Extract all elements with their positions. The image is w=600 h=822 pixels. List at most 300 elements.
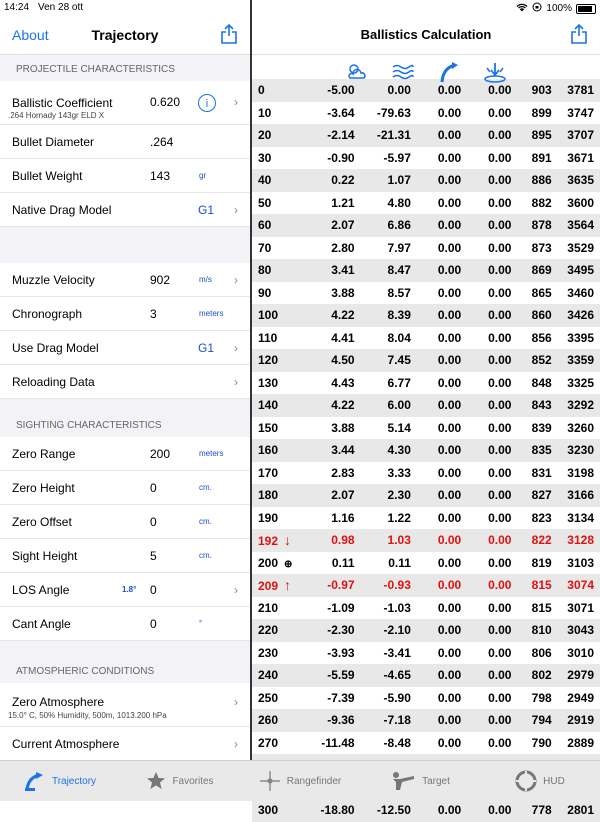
- range-cell: 130: [258, 375, 279, 390]
- zero-height-unit: cm.: [199, 483, 212, 492]
- row-zero-height[interactable]: [0, 471, 250, 505]
- range-cell: 110: [258, 330, 278, 345]
- value-cell: 0.00: [437, 510, 462, 525]
- native-drag-label: Native Drag Model: [12, 203, 112, 217]
- value-cell: 2949: [567, 690, 594, 705]
- status-date: Ven 28 ott: [38, 2, 84, 13]
- value-cell: 0.00: [488, 600, 512, 615]
- value-cell: 0.00: [488, 420, 512, 435]
- value-cell: 0.00: [437, 465, 462, 480]
- table-row: [252, 709, 600, 732]
- range-cell: 40: [258, 173, 272, 188]
- value-cell: 0.11: [331, 555, 355, 570]
- chevron-right-icon: ›: [234, 375, 238, 389]
- section-gap: [0, 227, 250, 263]
- range-cell: 190: [258, 510, 279, 525]
- range-cell: 220: [258, 623, 279, 638]
- table-row: [252, 619, 600, 642]
- value-cell: 3.33: [387, 465, 411, 480]
- value-cell: 3495: [567, 263, 594, 278]
- value-cell: 1.21: [331, 195, 355, 210]
- table-row: [252, 394, 600, 417]
- zero-atmos-sub: 15.0° C, 50% Humidity, 500m, 1013.200 hPa: [8, 711, 167, 720]
- value-cell: 0.00: [488, 510, 512, 525]
- current-atmos-label: Current Atmosphere: [12, 737, 120, 751]
- tab-favorites[interactable]: [120, 761, 240, 801]
- zero-offset-label: Zero Offset: [12, 515, 72, 529]
- value-cell: 891: [531, 150, 552, 165]
- los-label: LOS Angle: [12, 583, 70, 597]
- value-cell: 856: [531, 330, 552, 345]
- value-cell: 3198: [567, 465, 594, 480]
- sight-height-label: Sight Height: [12, 549, 78, 563]
- range-cell: 100: [258, 308, 279, 323]
- value-cell: 4.50: [331, 353, 355, 368]
- zero-atmos-label: Zero Atmosphere: [12, 695, 105, 709]
- value-cell: 3707: [567, 128, 594, 143]
- bc-value[interactable]: 0.620: [150, 95, 181, 109]
- muzzle-label: Muzzle Velocity: [12, 273, 95, 287]
- range-cell: 20: [258, 128, 272, 143]
- row-use-drag-model[interactable]: [0, 331, 250, 365]
- value-cell: 3600: [567, 195, 594, 210]
- sight-height-value[interactable]: 5: [150, 549, 157, 563]
- value-cell: 798: [531, 690, 552, 705]
- value-cell: 1.03: [387, 533, 411, 548]
- value-cell: 3292: [567, 398, 594, 413]
- status-time: 14:24: [4, 2, 30, 13]
- value-cell: 1.16: [331, 510, 355, 525]
- value-cell: 794: [531, 713, 552, 728]
- value-cell: 852: [531, 353, 552, 368]
- table-row: [252, 687, 600, 710]
- chevron-right-icon: ›: [234, 203, 238, 217]
- value-cell: -5.59: [327, 668, 355, 683]
- range-cell: 240: [258, 668, 279, 683]
- range-cell: 80: [258, 263, 272, 278]
- chevron-right-icon: ›: [234, 273, 238, 287]
- value-cell: 0.00: [488, 443, 512, 458]
- range-cell: 260: [258, 713, 279, 728]
- value-cell: 0.00: [437, 735, 462, 750]
- value-cell: 882: [531, 195, 552, 210]
- value-cell: 0.00: [488, 83, 512, 98]
- value-cell: -3.93: [327, 645, 355, 660]
- value-cell: 0.00: [488, 308, 512, 323]
- row-ballistic-coefficient[interactable]: [0, 81, 250, 125]
- value-cell: 2.30: [387, 488, 411, 503]
- value-cell: -1.03: [383, 600, 411, 615]
- table-row: [252, 169, 600, 192]
- value-cell: 0.00: [437, 353, 462, 368]
- table-row: [252, 147, 600, 170]
- section-atmos: ATMOSPHERIC CONDITIONS: [0, 641, 250, 683]
- row-los-angle[interactable]: [0, 573, 250, 607]
- table-row: [252, 237, 600, 260]
- left-title: Trajectory: [91, 27, 159, 43]
- target-shooter-icon: [390, 771, 416, 791]
- value-cell: 4.43: [331, 375, 355, 390]
- table-row: [252, 327, 600, 350]
- value-cell: 3426: [567, 308, 594, 323]
- row-bullet-diameter[interactable]: [0, 125, 250, 159]
- value-cell: -18.80: [320, 803, 355, 818]
- chevron-right-icon: ›: [234, 583, 238, 597]
- value-cell: 0.00: [437, 623, 462, 638]
- tab-rangefinder[interactable]: [240, 761, 360, 801]
- value-cell: 2979: [567, 668, 594, 683]
- value-cell: 0.00: [488, 465, 512, 480]
- value-cell: -0.90: [327, 150, 355, 165]
- value-cell: 0.00: [488, 173, 512, 188]
- battery-icon: [576, 4, 596, 14]
- right-nav-bar: [252, 16, 600, 55]
- diameter-label: Bullet Diameter: [12, 135, 95, 149]
- value-cell: 0.00: [488, 488, 512, 503]
- section-projectile: PROJECTILE CHARACTERISTICS: [0, 55, 250, 81]
- value-cell: 886: [531, 173, 552, 188]
- value-cell: 7.97: [387, 240, 411, 255]
- orientation-lock-icon: [532, 2, 542, 15]
- value-cell: 0.00: [437, 488, 462, 503]
- value-cell: 3460: [567, 285, 594, 300]
- value-cell: 860: [531, 308, 552, 323]
- range-cell: 140: [258, 398, 279, 413]
- range-cell: 192 ↓: [258, 532, 292, 549]
- value-cell: 8.39: [387, 308, 411, 323]
- share-icon[interactable]: [220, 24, 238, 44]
- tab-label: Favorites: [172, 775, 214, 787]
- table-row: [252, 799, 600, 822]
- value-cell: 8.47: [387, 263, 411, 278]
- arrow-down-icon: ↓: [284, 532, 292, 549]
- right-title: Ballistics Calculation: [360, 27, 492, 42]
- value-cell: -21.31: [376, 128, 411, 143]
- value-cell: 0.00: [437, 713, 462, 728]
- value-cell: 0.98: [331, 533, 355, 548]
- value-cell: 3260: [567, 420, 594, 435]
- range-cell: 209 ↑: [258, 577, 292, 594]
- rangefinder-icon: [259, 770, 281, 792]
- status-bar: [0, 0, 600, 16]
- row-zero-atmosphere[interactable]: [0, 683, 250, 727]
- los-extra: 1.8°: [122, 585, 137, 594]
- left-pane: [0, 16, 250, 760]
- value-cell: 3.88: [331, 285, 355, 300]
- value-cell: 0.00: [437, 105, 462, 120]
- value-cell: 0.00: [488, 285, 512, 300]
- value-cell: 2.83: [331, 465, 355, 480]
- row-zero-offset[interactable]: [0, 505, 250, 539]
- value-cell: 3325: [567, 375, 594, 390]
- muzzle-value[interactable]: 902: [150, 273, 171, 287]
- value-cell: 3359: [567, 353, 594, 368]
- native-drag-value: G1: [198, 203, 215, 217]
- table-row: [252, 192, 600, 215]
- muzzle-unit: m/s: [199, 275, 212, 284]
- value-cell: 0.00: [437, 308, 462, 323]
- value-cell: 1.22: [387, 510, 411, 525]
- value-cell: -2.10: [383, 623, 411, 638]
- table-row: [252, 664, 600, 687]
- value-cell: 0.00: [437, 555, 462, 570]
- table-row: [252, 597, 600, 620]
- value-cell: -12.50: [376, 803, 411, 818]
- battery-percent: 100%: [546, 3, 572, 14]
- zero-offset-unit: cm.: [199, 517, 212, 526]
- value-cell: 835: [531, 443, 552, 458]
- value-cell: 0.00: [488, 195, 512, 210]
- row-current-atmosphere[interactable]: [0, 727, 250, 761]
- value-cell: 0.00: [488, 668, 512, 683]
- table-row: [252, 259, 600, 282]
- value-cell: 839: [531, 420, 552, 435]
- table-row: [252, 79, 600, 102]
- value-cell: 0.00: [437, 645, 462, 660]
- row-native-drag-model[interactable]: [0, 193, 250, 227]
- value-cell: 0.00: [488, 150, 512, 165]
- value-cell: -9.36: [327, 713, 355, 728]
- value-cell: -11.48: [321, 735, 355, 750]
- weight-value[interactable]: 143: [150, 169, 171, 183]
- value-cell: -5.97: [383, 150, 411, 165]
- value-cell: -5.00: [327, 83, 355, 98]
- zero-height-value[interactable]: 0: [150, 481, 157, 495]
- value-cell: 806: [531, 645, 552, 660]
- value-cell: -3.41: [383, 645, 411, 660]
- section-sighting: SIGHTING CHARACTERISTICS: [0, 399, 250, 437]
- value-cell: 878: [531, 218, 552, 233]
- range-cell: 10: [258, 105, 272, 120]
- value-cell: 2.07: [331, 218, 355, 233]
- range-cell: 30: [258, 150, 272, 165]
- zero-marker-icon: ⊕: [284, 558, 293, 570]
- value-cell: -7.39: [327, 690, 355, 705]
- value-cell: 815: [531, 600, 552, 615]
- chevron-right-icon: ›: [234, 341, 238, 355]
- range-cell: 300: [258, 803, 279, 818]
- value-cell: 3635: [567, 173, 594, 188]
- table-row: [252, 484, 600, 507]
- value-cell: 3671: [567, 150, 594, 165]
- value-cell: 0.22: [331, 173, 355, 188]
- value-cell: 3134: [567, 510, 594, 525]
- value-cell: 2.80: [331, 240, 355, 255]
- tab-label: Rangefinder: [286, 775, 342, 787]
- row-zero-range[interactable]: [0, 437, 250, 471]
- value-cell: 0.00: [488, 330, 512, 345]
- range-cell: 180: [258, 488, 279, 503]
- table-row: [252, 304, 600, 327]
- value-cell: 0.00: [437, 690, 462, 705]
- row-reloading-data[interactable]: [0, 365, 250, 399]
- zero-range-label: Zero Range: [12, 447, 76, 461]
- star-icon: [146, 771, 166, 791]
- value-cell: 2801: [567, 803, 594, 818]
- value-cell: 0.00: [437, 330, 462, 345]
- chevron-right-icon: ›: [234, 95, 238, 109]
- zero-range-value[interactable]: 200: [150, 447, 171, 461]
- value-cell: 815: [531, 578, 552, 593]
- cant-value[interactable]: 0: [150, 617, 157, 631]
- value-cell: 0.00: [437, 803, 462, 818]
- value-cell: -4.65: [383, 668, 411, 683]
- value-cell: 0.00: [488, 735, 512, 750]
- value-cell: 0.00: [488, 645, 512, 660]
- value-cell: 0.00: [488, 398, 512, 413]
- value-cell: 0.00: [437, 173, 462, 188]
- table-row: [252, 552, 600, 575]
- impact-icon[interactable]: [483, 60, 507, 84]
- value-cell: 3529: [567, 240, 594, 255]
- zero-height-label: Zero Height: [12, 481, 75, 495]
- bc-sub: .264 Hornady 143gr ELD X: [8, 111, 105, 120]
- value-cell: 8.57: [387, 285, 411, 300]
- value-cell: 3230: [567, 443, 594, 458]
- los-value[interactable]: 0: [150, 583, 157, 597]
- chrono-value[interactable]: 3: [150, 307, 157, 321]
- value-cell: 0.00: [488, 623, 512, 638]
- value-cell: -0.93: [383, 578, 411, 593]
- weight-label: Bullet Weight: [12, 169, 83, 183]
- value-cell: 4.22: [331, 398, 355, 413]
- chrono-unit: meters: [199, 309, 224, 318]
- table-row: [252, 732, 600, 755]
- value-cell: 873: [531, 240, 552, 255]
- tab-label: Trajectory: [51, 775, 97, 787]
- table-row: [252, 282, 600, 305]
- value-cell: 3564: [567, 218, 594, 233]
- value-cell: 0.00: [437, 195, 462, 210]
- bc-label: Ballistic Coefficient: [12, 96, 113, 110]
- value-cell: 0.00: [488, 263, 512, 278]
- row-chronograph[interactable]: [0, 297, 250, 331]
- reloading-label: Reloading Data: [12, 375, 95, 389]
- value-cell: 0.00: [437, 218, 462, 233]
- chevron-right-icon: ›: [234, 737, 238, 751]
- hud-icon: [515, 770, 537, 792]
- value-cell: 0.00: [488, 533, 512, 548]
- value-cell: 3.41: [331, 263, 355, 278]
- value-cell: 3781: [567, 83, 594, 98]
- value-cell: 6.77: [387, 375, 411, 390]
- about-button[interactable]: About: [12, 27, 49, 43]
- value-cell: 0.00: [488, 578, 512, 593]
- table-row: [252, 574, 600, 597]
- diameter-value[interactable]: .264: [150, 135, 174, 149]
- value-cell: 831: [531, 465, 552, 480]
- value-cell: -8.48: [383, 735, 411, 750]
- info-icon[interactable]: i: [198, 94, 216, 112]
- range-cell: 60: [258, 218, 272, 233]
- row-bullet-weight[interactable]: [0, 159, 250, 193]
- value-cell: -2.14: [327, 128, 355, 143]
- value-cell: 827: [531, 488, 552, 503]
- weather-icon[interactable]: [345, 60, 369, 84]
- ballistics-table: [252, 79, 600, 822]
- table-row: [252, 372, 600, 395]
- value-cell: 3166: [567, 488, 594, 503]
- value-cell: 0.00: [488, 128, 512, 143]
- use-drag-value: G1: [198, 341, 215, 355]
- table-row: [252, 102, 600, 125]
- range-cell: 250: [258, 690, 279, 705]
- table-row: [252, 214, 600, 237]
- range-cell: 170: [258, 465, 279, 480]
- wind-icon[interactable]: [391, 60, 415, 84]
- table-row: [252, 439, 600, 462]
- value-cell: -0.97: [327, 578, 355, 593]
- tab-hud[interactable]: [480, 761, 600, 801]
- trajectory-arc-icon[interactable]: [437, 60, 461, 84]
- use-drag-label: Use Drag Model: [12, 341, 99, 355]
- value-cell: 3747: [567, 105, 594, 120]
- status-right: [516, 2, 596, 15]
- value-cell: 3074: [567, 578, 594, 593]
- table-row: [252, 529, 600, 552]
- value-cell: 819: [531, 555, 552, 570]
- row-muzzle-velocity[interactable]: [0, 263, 250, 297]
- share-icon[interactable]: [570, 24, 588, 44]
- value-cell: 3071: [567, 600, 594, 615]
- value-cell: 0.00: [488, 218, 512, 233]
- value-cell: 6.86: [387, 218, 411, 233]
- value-cell: 903: [531, 83, 552, 98]
- value-cell: 4.22: [331, 308, 355, 323]
- range-cell: 90: [258, 285, 272, 300]
- row-cant-angle[interactable]: [0, 607, 250, 641]
- tab-label: Target: [422, 775, 450, 787]
- value-cell: 3395: [567, 330, 594, 345]
- value-cell: 0.00: [488, 690, 512, 705]
- tab-trajectory[interactable]: [0, 761, 120, 801]
- zero-offset-value[interactable]: 0: [150, 515, 157, 529]
- table-row: [252, 124, 600, 147]
- value-cell: 790: [531, 735, 552, 750]
- value-cell: 2.07: [331, 488, 355, 503]
- value-cell: 0.00: [437, 398, 462, 413]
- value-cell: 823: [531, 510, 552, 525]
- value-cell: 810: [531, 623, 552, 638]
- value-cell: 3010: [567, 645, 594, 660]
- value-cell: 3.88: [331, 420, 355, 435]
- range-cell: 0: [258, 83, 265, 98]
- value-cell: 3128: [567, 533, 594, 548]
- value-cell: 3.44: [331, 443, 355, 458]
- tab-label: HUD: [543, 775, 565, 787]
- tab-target[interactable]: [360, 761, 480, 801]
- range-cell: 70: [258, 240, 272, 255]
- value-cell: 778: [531, 803, 552, 818]
- chrono-label: Chronograph: [12, 307, 83, 321]
- value-cell: 0.00: [437, 83, 462, 98]
- value-cell: 4.30: [387, 443, 411, 458]
- row-sight-height[interactable]: [0, 539, 250, 573]
- value-cell: -7.18: [383, 713, 411, 728]
- value-cell: 3103: [567, 555, 594, 570]
- value-cell: 0.00: [488, 803, 512, 818]
- value-cell: 869: [531, 263, 552, 278]
- table-row: [252, 462, 600, 485]
- value-cell: 0.00: [488, 555, 512, 570]
- value-cell: 895: [531, 128, 552, 143]
- ballistics-table-scroll[interactable]: [252, 79, 600, 822]
- left-nav-bar: [0, 16, 250, 55]
- value-cell: 6.00: [387, 398, 411, 413]
- range-cell: 120: [258, 353, 279, 368]
- value-cell: 843: [531, 398, 552, 413]
- value-cell: 0.00: [437, 420, 462, 435]
